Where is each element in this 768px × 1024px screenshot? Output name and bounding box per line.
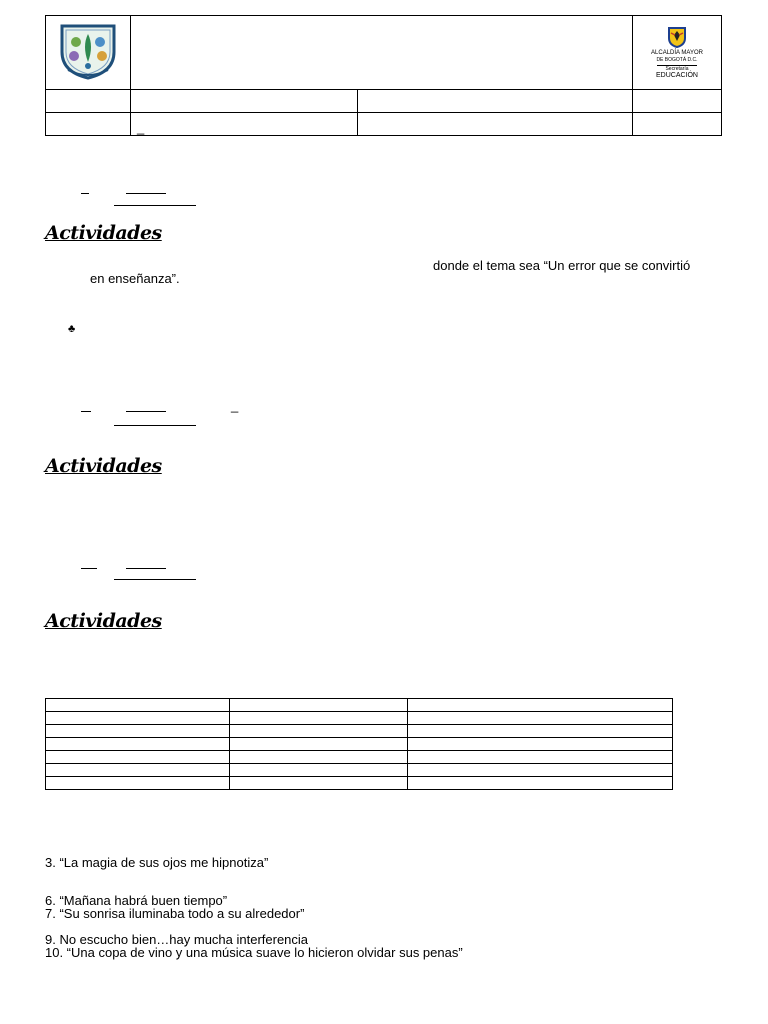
- section-heading: Actividades: [45, 222, 162, 244]
- right-logo-line1: ALCALDÍA MAYOR: [651, 49, 703, 56]
- club-bullet-icon: ♣: [68, 323, 76, 335]
- header-cell-r2c1: [46, 90, 131, 113]
- table-row: [46, 764, 673, 777]
- underline-rule: [114, 205, 196, 206]
- header-cell-r2c4: [633, 90, 722, 113]
- section-heading: Actividades: [45, 455, 162, 477]
- header-cell-r2c2: [131, 90, 358, 113]
- table-row: [46, 712, 673, 725]
- section-text: donde el tema sea “Un error que se convirtió: [433, 258, 691, 273]
- table-row: [46, 699, 673, 712]
- underline-rule: [114, 579, 196, 580]
- header-cell-r3c3: [358, 113, 633, 136]
- short-rule: [81, 411, 91, 412]
- sentence-7: 7. “Su sonrisa iluminaba todo a su alrededor”: [45, 906, 305, 921]
- header-logo-cell: [46, 16, 131, 90]
- short-rule: [126, 568, 166, 569]
- underline-rule: [114, 425, 196, 426]
- sentence-10: 10. “Una copa de vino y una música suave lo hicieron olvidar sus penas”: [45, 945, 463, 960]
- section-text: en enseñanza”.: [90, 271, 180, 286]
- header-right-logo-cell: [633, 16, 722, 90]
- short-rule: [81, 568, 97, 569]
- sentence-6: 6. “Mañana habrá buen tiempo”: [45, 893, 228, 908]
- header-cell-r2c3: [358, 90, 633, 113]
- right-logo-line2: DE BOGOTÁ D.C.: [656, 56, 698, 63]
- header-title-cell: [131, 16, 633, 90]
- empty-grid-table: [45, 698, 673, 790]
- school-crest-icon: [56, 18, 120, 82]
- table-row: [46, 738, 673, 751]
- header-table: [45, 15, 722, 136]
- short-rule: [81, 193, 89, 194]
- right-logo-line4: EDUCACIÓN: [655, 71, 698, 79]
- table-row: [46, 751, 673, 764]
- section-heading: Actividades: [45, 610, 162, 632]
- header-cell-r3c2: _: [131, 113, 358, 136]
- sentence-9: 9. No escucho bien…hay mucha interferencia: [45, 932, 309, 947]
- table-row: [46, 777, 673, 790]
- header-cell-r3c1: [46, 113, 131, 136]
- underscore-mark: _: [231, 398, 239, 413]
- right-logo-line3: Secretaría: [665, 65, 689, 72]
- header-cell-r3c4: [633, 113, 722, 136]
- short-rule: [126, 411, 166, 412]
- table-row: [46, 725, 673, 738]
- bogota-coat-of-arms-icon: [667, 26, 687, 48]
- short-rule: [126, 193, 166, 194]
- sentence-3: 3. “La magia de sus ojos me hipnotiza”: [45, 855, 269, 870]
